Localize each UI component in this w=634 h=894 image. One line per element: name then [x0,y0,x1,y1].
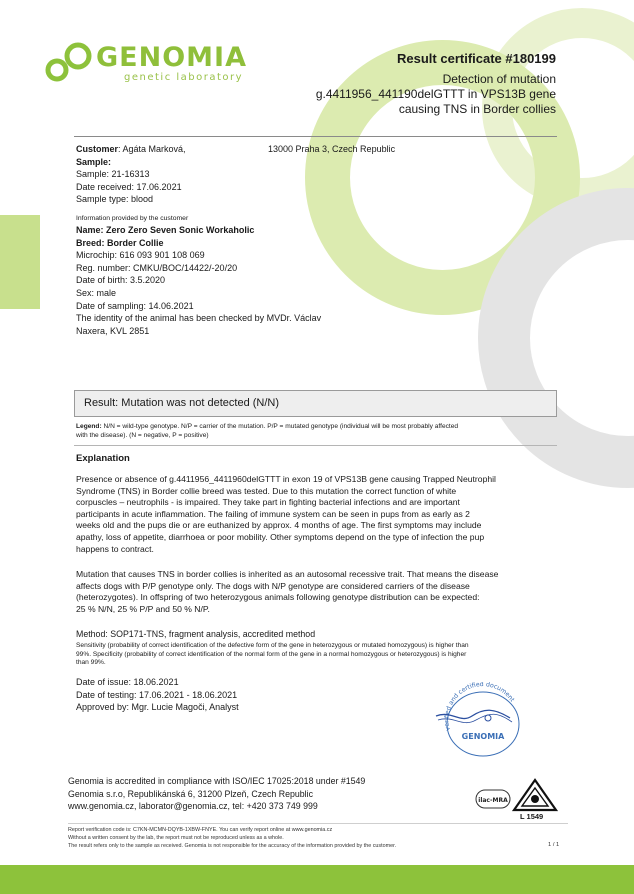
footer-line: Genomia is accredited in compliance with ISO/IEC 17025:2018 under #1549 [68,776,366,786]
footer-line: Genomia s.r.o, Republikánská 6, 31200 Plzeň, Czech Republic [68,788,313,799]
paragraph-line: (heterozygotes). In offspring of two heterozygous animals following genotype distribution can be expected: [76,592,480,603]
fine-print-line: The result refers only to the sample as received. Genomia is not responsible for the accuracy of the information provided by the customer. [68,843,397,849]
customer-name: : Agáta Marková, [118,144,186,154]
animal-breed: Breed: Border Collie [76,237,164,248]
sex: Sex: male [76,287,117,298]
footer-line: www.genomia.cz, laborator@genomia.cz, tel: +420 373 749 999 [68,801,318,812]
paragraph-line: corpuscles – neutrophils - is impaired. They take part in fighting bacterial infections and are important [76,497,460,508]
legend-divider [74,445,557,446]
explanation-paragraph-1 [76,474,560,555]
method-notes [76,642,566,668]
approved-by: Approved by: Mgr. Lucie Magoči, Analyst [76,702,239,713]
footer-green-band [0,865,634,894]
info-note: Information provided by the customer [76,215,189,222]
date-of-testing: Date of testing: 17.06.2021 - 18.06.2021 [76,689,238,700]
paragraph-line: participants in acute inflammation. The failing of immune system can be seen in pups from as early as 2 [76,508,470,519]
cai-number: L 1549 [520,812,544,821]
method-note-line: than 99%. [76,659,106,667]
date-of-birth: Date of birth: 3.5.2020 [76,275,166,286]
identity-check: The identity of the animal has been checked by MVDr. Václav [76,313,322,324]
test-line: Detection of mutation [442,72,556,86]
footer-divider [68,823,568,824]
legend-label: Legend: [76,423,102,430]
customer-address: 13000 Praha 3, Czech Republic [268,144,396,154]
paragraph-line: Mutation that causes TNS in border collies is inherited as an autosomal recessive trait. That means the disease [76,569,499,579]
reg-number: Reg. number: CMKU/BOC/14422/-20/20 [76,262,238,273]
footer-accreditation [68,775,365,813]
ilac-mra-logo [474,786,514,814]
sample-number: Sample: 21-16313 [76,169,150,180]
date-of-sampling: Date of sampling: 14.06.2021 [76,300,194,311]
sample-type: Sample type: blood [76,194,154,205]
fine-print-line: Without a written consent by the lab, the report must not be reproduced unless as a whole. [68,835,284,841]
ilac-label: ilac-MRA [478,797,508,804]
legend [76,423,566,440]
paragraph-line: Syndrome (TNS) in Border collie breed was tested. Due to this mutation the correct function of white [76,485,457,496]
dates-block [76,676,239,714]
paragraph-line: apathy, loss of appetite, diarrhoea or poor mobility. Other symptoms depend on the type of infection the pup [76,531,485,542]
decorative-green-square [0,215,40,309]
test-line: g.4411956_441190delGTTT in VPS13B gene [315,87,556,101]
genomia-logo [44,42,284,92]
logo-circles-icon [44,42,94,82]
legend-line-2: with the disease). (N = negative, P = positive) [76,431,209,439]
identity-check-2: Naxera, KVL 2851 [76,325,150,336]
customer-label: Customer [76,144,119,154]
method-note-line: 99%. Specificity (probability of correct identification of the normal form of the gene in a normal homozygous or heterozygous) is higher [76,650,467,658]
certificate-title: Result certificate #180199 [397,51,556,66]
logo-name: GENOMIA [96,42,247,73]
stamp-name: GENOMIA [461,732,505,741]
animal-info-block [76,214,376,337]
test-line: causing TNS in Border collies [398,102,556,116]
microchip: Microchip: 616 093 901 108 069 [76,250,205,261]
certificate-test-name [316,72,556,117]
result-text: Result: Mutation was not detected (N/N) [84,397,280,409]
stamp-icon [432,682,532,760]
paragraph-line: happens to contract. [76,543,154,554]
fine-print-line: Report verification code is: C7KN-MCMN-DQYB-1XBW-FNYE. You can verify report online at www.genomia.cz [68,827,333,833]
paragraph-line: affects dogs with P/P genotype only. The dogs with N/P genotype are considered carriers of the disease [76,580,470,591]
legend-line: N/N = wild-type genotype. N/P = carrier of the mutation. P/P = mutated genotype (individual will be most probably affected [101,423,459,430]
cai-triangle-icon [512,778,558,812]
stamp-arc-text: verified and certified document [443,682,516,732]
date-of-issue: Date of issue: 18.06.2021 [76,677,179,687]
method-note-line: Sensitivity (probability of correct identification of the defective form of the gene in heterozygous or mutated homozygous) is higher than [76,642,469,649]
explanation-heading: Explanation [76,453,130,464]
svg-text:verified and certified documen [443,682,515,731]
method-text: Method: SOP171-TNS, fragment analysis, accredited method [76,629,316,639]
logo-tagline: genetic laboratory [124,72,244,83]
animal-name: Name: Zero Zero Seven Sonic Workaholic [76,225,255,235]
paragraph-line: 25 % N/N, 25 % P/P and 50 % N/P. [76,603,210,614]
sample-label: Sample: [76,156,112,167]
certified-stamp [432,682,532,760]
paragraph-line: weeks old and the pups die or are euthanized by approx. 4 months of age. The first symptoms may include [76,520,482,531]
fine-print [68,826,396,850]
cai-logo [512,778,558,822]
paragraph-line: Presence or absence of g.4411956_4411960delGTTT in exon 19 of VPS13B gene causing Trapped Neutrophil [76,474,496,484]
result-box [74,390,557,417]
header-divider [74,136,557,137]
date-received: Date received: 17.06.2021 [76,181,182,192]
page-number: 1 / 1 [548,842,560,848]
explanation-paragraph-2 [76,569,560,615]
